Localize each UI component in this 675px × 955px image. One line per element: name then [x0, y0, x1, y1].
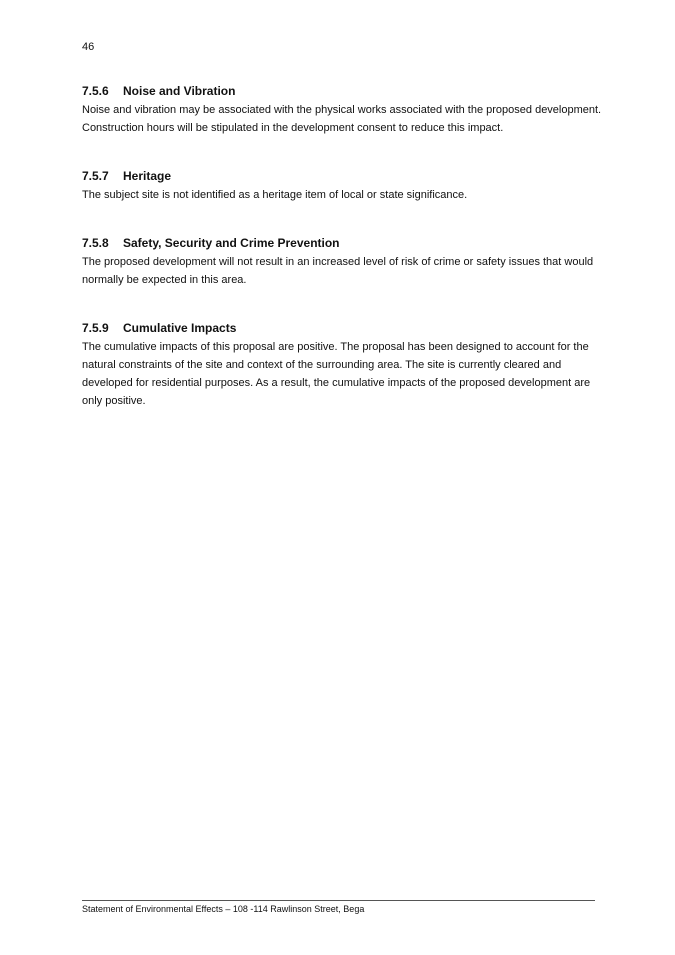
- section-heading: [82, 234, 602, 252]
- section-title: Cumulative Impacts: [123, 321, 237, 335]
- section-heading: [82, 319, 602, 337]
- section-number: 7.5.7: [82, 169, 109, 183]
- section-heritage: [82, 167, 602, 204]
- section-number: 7.5.6: [82, 84, 109, 98]
- section-heading: [82, 82, 602, 100]
- section-paragraph: The proposed development will not result in an increased level of risk of crime or safety issues that would normally be expected in this area.: [82, 256, 594, 286]
- section-paragraph: Noise and vibration may be associated with the physical works associated with the proposed development. Construction hours will be stipulated in the development consent to reduce this impact.: [82, 104, 602, 134]
- section-noise-and-vibration: [82, 82, 602, 137]
- section-title: Heritage: [123, 169, 172, 183]
- section-title: Noise and Vibration: [123, 84, 236, 98]
- section-number: 7.5.8: [82, 236, 109, 250]
- page-number: 46: [82, 41, 95, 53]
- section-cumulative-impacts: [82, 319, 602, 410]
- footer-text: Statement of Environmental Effects – 108 -114 Rawlinson Street, Bega: [82, 904, 365, 914]
- section-paragraph: The cumulative impacts of this proposal are positive. The proposal has been designed to account for the natural constraints of the site and context of the surrounding area. The site is currently cleared and developed for residential purposes. As a result, the cumulative impacts of the proposed development are only positive.: [82, 341, 591, 407]
- document-body: [82, 82, 602, 440]
- section-number: 7.5.9: [82, 321, 109, 335]
- section-title: Safety, Security and Crime Prevention: [123, 236, 340, 250]
- section-paragraph: The subject site is not identified as a heritage item of local or state significance.: [82, 189, 468, 201]
- footer-divider: [82, 900, 595, 901]
- section-safety-security-crime-prevention: [82, 234, 602, 289]
- section-heading: [82, 167, 602, 185]
